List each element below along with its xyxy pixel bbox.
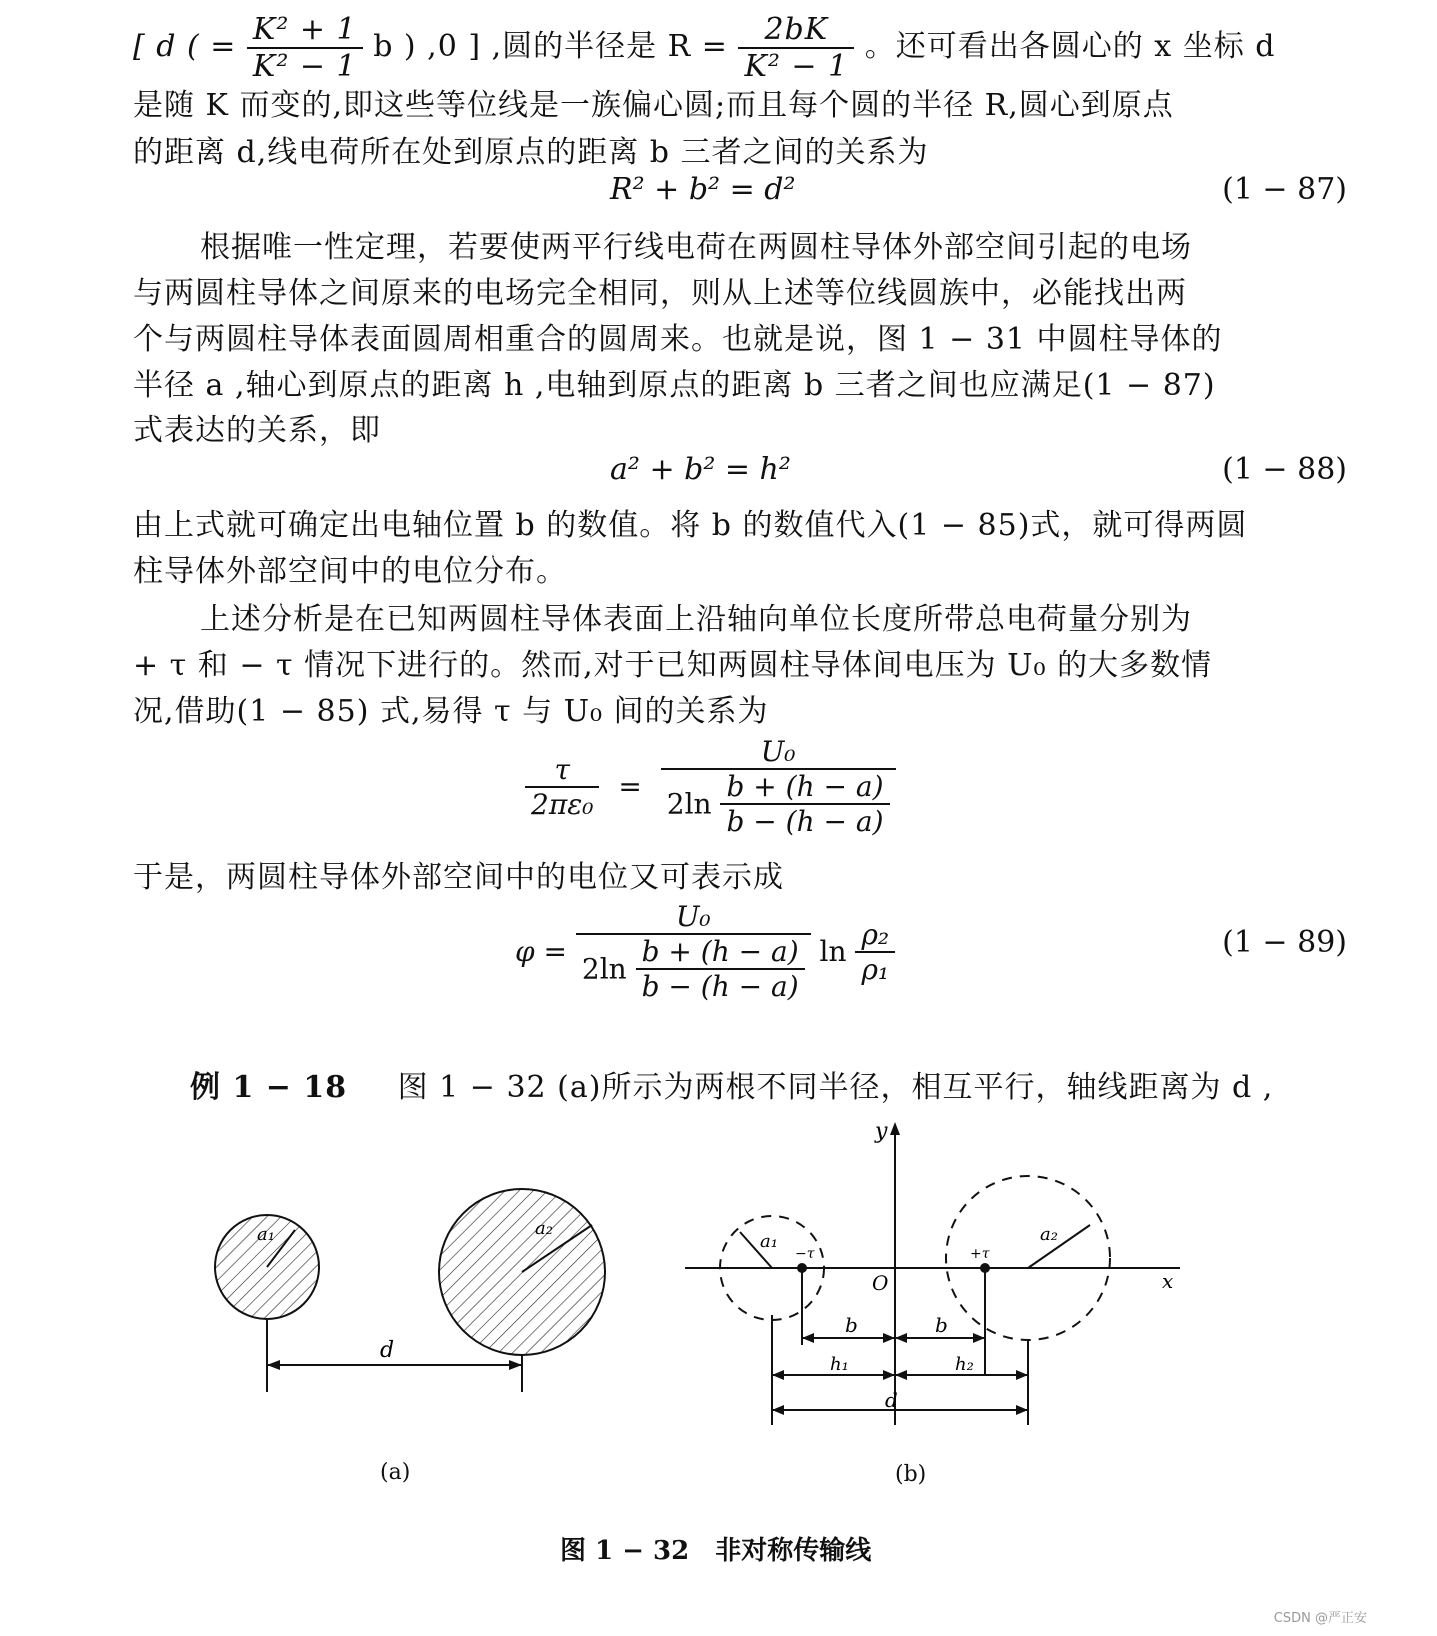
paragraph-2-line-2: 与两圆柱导体之间原来的电场完全相同，则从上述等位线圆族中，必能找出两 <box>133 276 1187 311</box>
arrow-d-right <box>1016 1405 1028 1415</box>
paragraph-3-line-2: 柱导体外部空间中的电位分布。 <box>133 554 567 589</box>
equals-sign: = <box>618 770 642 803</box>
paragraph-2-line-3: 个与两圆柱导体表面圆周相重合的圆周来。也就是说，图 1 − 31 中圆柱导体的 <box>133 322 1223 357</box>
fraction-denominator: K² − 1 <box>744 49 849 84</box>
fraction-inner <box>720 770 889 838</box>
arrow-right <box>509 1360 522 1370</box>
ln-label: 2ln <box>666 787 712 821</box>
equation-number-1-87: (1 − 87) <box>1222 172 1347 207</box>
fraction-tau <box>525 753 599 821</box>
label-a1: a₁ <box>257 1224 275 1245</box>
paragraph-2-line-4: 半径 a ,轴心到原点的距离 h ,电轴到原点的距离 b 三者之间也应满足(1 − 87) <box>133 368 1216 403</box>
fraction-denominator: ρ₁ <box>861 952 890 986</box>
label-origin: O <box>872 1271 889 1295</box>
label-plus-tau: +τ <box>970 1246 990 1262</box>
paragraph-5-line-1: 于是，两圆柱导体外部空间中的电位又可表示成 <box>133 860 784 895</box>
fraction-numerator: K² + 1 <box>247 12 363 49</box>
equation-number-1-88: (1 − 88) <box>1222 452 1347 487</box>
label-x: x <box>1162 1269 1174 1293</box>
fraction-numerator: U₀ <box>576 900 811 935</box>
arrow-left <box>267 1360 280 1370</box>
fraction-numerator: τ <box>525 753 599 788</box>
line1-pre: [ d ( = <box>133 29 237 64</box>
figure-a <box>200 1170 640 1460</box>
label-b-right: b <box>935 1313 948 1337</box>
paragraph-2-line-1: 根据唯一性定理，若要使两平行线电荷在两圆柱导体外部空间引起的电场 <box>200 230 1192 265</box>
fraction-denominator: 2πε₀ <box>531 787 594 821</box>
fraction-u0 <box>661 735 896 838</box>
text-line-3: 的距离 d,线电荷所在处到原点的距离 b 三者之间的关系为 <box>133 135 929 170</box>
fraction-denominator: b − (h − a) <box>726 805 884 838</box>
fraction-rho <box>855 918 895 986</box>
arrow-b-mid-left <box>883 1333 895 1343</box>
label-a1: a₁ <box>760 1231 778 1252</box>
label-minus-tau: −τ <box>795 1246 815 1262</box>
equation-1-89 <box>515 900 895 1003</box>
arrow-b-right <box>973 1333 985 1343</box>
equation-tau-u0 <box>525 735 896 838</box>
ln-label: ln <box>819 935 847 968</box>
fraction-phi <box>576 900 811 1003</box>
fraction-inner <box>636 935 805 1003</box>
fraction-denominator: K² − 1 <box>252 49 357 84</box>
arrow-h-left <box>772 1370 784 1380</box>
text-line-2: 是随 K 而变的,即这些等位线是一族偏心圆;而且每个圆的半径 R,圆心到原点 <box>133 88 1174 123</box>
line1-mid: b ) ,0 ] ,圆的半径是 R = <box>373 29 728 64</box>
equation-1-88: a² + b² = h² <box>610 452 791 487</box>
fraction-numerator: b + (h − a) <box>636 935 805 970</box>
fraction-denominator <box>576 935 811 1003</box>
fraction-denominator <box>661 770 896 838</box>
text-line-1 <box>133 12 1275 84</box>
arrow-h-mid-right <box>895 1370 907 1380</box>
label-d: d <box>885 1388 898 1412</box>
fraction-denominator: b − (h − a) <box>641 970 799 1003</box>
fraction-numerator: b + (h − a) <box>720 770 889 805</box>
y-axis-arrow <box>890 1122 900 1135</box>
arrow-b-mid-right <box>895 1333 907 1343</box>
paragraph-4-line-3: 况,借助(1 − 85) 式,易得 τ 与 U₀ 间的关系为 <box>133 694 769 729</box>
label-d: d <box>380 1338 395 1363</box>
fraction-numerator: U₀ <box>661 735 896 770</box>
paragraph-3-line-1: 由上式就可确定出电轴位置 b 的数值。将 b 的数值代入(1 − 85)式，就可得两圆 <box>133 508 1248 543</box>
ln-label: 2ln <box>581 952 627 986</box>
line1-post: 。还可看出各圆心的 x 坐标 d <box>864 29 1276 64</box>
phi-lhs: φ = <box>515 935 567 968</box>
figure-b <box>680 1120 1200 1440</box>
label-a2: a₂ <box>1040 1224 1058 1245</box>
equation-1-87: R² + b² = d² <box>610 172 796 207</box>
paragraph-2-line-5: 式表达的关系，即 <box>133 413 381 448</box>
fraction-numerator: ρ₂ <box>855 918 895 953</box>
subfigure-label-b: (b) <box>895 1462 927 1487</box>
watermark: CSDN @严正安 <box>1273 1611 1367 1626</box>
subfigure-label-a: (a) <box>380 1460 411 1485</box>
label-h2: h₂ <box>955 1354 974 1375</box>
arrow-h-mid-left <box>883 1370 895 1380</box>
fraction-numerator: 2bK <box>738 12 854 49</box>
label-h1: h₁ <box>830 1354 849 1375</box>
label-y: y <box>875 1120 888 1144</box>
radius-a2-line <box>1028 1225 1090 1268</box>
label-b-left: b <box>845 1313 858 1337</box>
example-label: 例 1 − 18 <box>190 1070 348 1105</box>
arrow-h-right <box>1016 1370 1028 1380</box>
arrow-d-left <box>772 1405 784 1415</box>
arrow-b-left <box>802 1333 814 1343</box>
fraction-radius <box>738 12 854 84</box>
label-a2: a₂ <box>535 1218 553 1239</box>
fraction-k <box>247 12 363 84</box>
paragraph-4-line-1: 上述分析是在已知两圆柱导体表面上沿轴向单位长度所带总电荷量分别为 <box>200 602 1192 637</box>
equation-number-1-89: (1 − 89) <box>1222 925 1347 960</box>
figure-caption: 图 1 − 32 非对称传输线 <box>560 1536 872 1566</box>
example-text: 图 1 − 32 (a)所示为两根不同半径，相互平行，轴线距离为 d , <box>397 1070 1274 1105</box>
example-line <box>190 1062 1273 1106</box>
paragraph-4-line-2: + τ 和 − τ 情况下进行的。然而,对于已知两圆柱导体间电压为 U₀ 的大多数情 <box>133 648 1213 683</box>
